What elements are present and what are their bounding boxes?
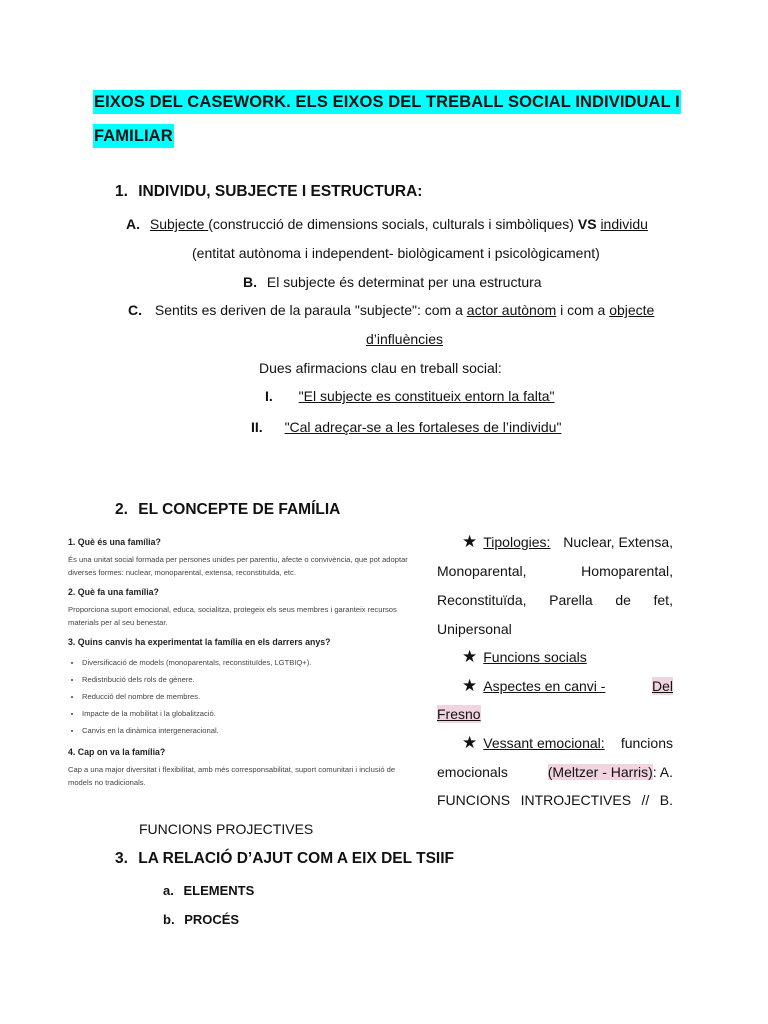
vessant-word: funcions [620, 735, 673, 751]
item-c-mid: i com a [560, 302, 606, 318]
claim-2-marker: II. [251, 419, 263, 435]
item-a-marker: A. [126, 216, 140, 232]
item-c-marker: C. [128, 302, 142, 318]
item-text: PROCÉS [184, 912, 240, 927]
term-objecte: objecte [609, 302, 655, 318]
section1-title: INDIVIDU, SUBJECTE I ESTRUCTURA: [138, 183, 423, 200]
bullet-tipologies [462, 533, 550, 551]
section3-number: 3. [115, 850, 128, 867]
list-item: • Canvis en la dinàmica intergeneracional. [82, 722, 408, 739]
document-title-line2: FAMILIAR [93, 124, 174, 148]
term-actor-autonom: actor autònom [466, 302, 557, 318]
item-b [243, 273, 542, 291]
vessant-word: : A. [652, 764, 673, 780]
qa-question-2: 2. Què fa una família? [68, 587, 159, 597]
section2-heading [115, 501, 340, 519]
claim-1-text: "El subjecte es constitueix entorn la falta" [298, 388, 555, 404]
star-icon: ★ [462, 676, 478, 695]
tipologies-word: Reconstituïda, [437, 592, 527, 608]
vs-label: VS [577, 216, 597, 232]
section2-number: 2. [115, 501, 128, 518]
tipologies-line3 [437, 591, 673, 609]
star-icon: ★ [462, 532, 478, 551]
item-marker: a. [163, 883, 174, 898]
section2-title: EL CONCEPTE DE FAMÍLIA [138, 501, 341, 518]
claim-2-text: "Cal adreçar-se a les fortaleses de l’individu" [284, 419, 562, 435]
vessant-word: // [641, 792, 650, 808]
section1-heading [115, 183, 422, 201]
list-item: • Redistribució dels rols de gènere. [82, 671, 408, 688]
item-c [128, 301, 654, 319]
section3-item-b [163, 911, 239, 929]
document-title-line1: EIXOS DEL CASEWORK. ELS EIXOS DEL TREBALL SOCIAL INDIVIDUAL I [93, 90, 681, 114]
tipologies-line2 [437, 562, 673, 580]
vessant-word: B. [659, 792, 673, 808]
item-b-text: El subjecte és determinat per una estructura [266, 274, 542, 290]
section1-number: 1. [115, 183, 128, 200]
tipologies-line1: Nuclear, Extensa, [563, 534, 673, 550]
claim-1 [265, 387, 555, 405]
item-marker: b. [163, 912, 175, 927]
family-qa-panel [68, 537, 408, 797]
vessant-line2 [437, 763, 673, 781]
aspectes-author-cont: Fresno [437, 706, 481, 722]
term-influencies: d’influències [366, 331, 444, 347]
section3-item-a [163, 882, 254, 900]
vessant-line3 [437, 791, 673, 809]
section3-heading [115, 850, 454, 868]
qa-answer-2: Proporciona suport emocional, educa, socialitza, protegeix els seus membres i garanteix recursos materials per al seu benestar. [68, 605, 397, 627]
list-item: • Impacte de la mobilitat i la globalització. [82, 705, 408, 722]
aspectes-author: Del [651, 678, 673, 694]
individu-description: (entitat autònoma i independent- biològicament i psicològicament) [192, 245, 600, 261]
section3-title: LA RELACIÓ D’AJUT COM A EIX DEL TSIIF [138, 850, 455, 867]
list-item: • Reducció del nombre de membres. [82, 688, 408, 705]
qa-answer-3-list [68, 654, 408, 739]
star-icon: ★ [462, 733, 478, 752]
qa-question-3: 3. Quins canvis ha experimentat la família en els darrers anys? [68, 637, 331, 647]
bullet-aspectes [462, 677, 673, 695]
subjecte-description: (construcció de dimensions socials, culturals i simbòliques) [208, 216, 574, 232]
item-c-text: Sentits es deriven de la paraula "subjecte": com a [154, 302, 463, 318]
bullet-vessant [462, 734, 673, 752]
tipologies-word: Parella [549, 592, 593, 608]
vessant-word: INTROJECTIVES [520, 792, 632, 808]
tipologies-label: Tipologies: [483, 534, 551, 550]
star-icon: ★ [462, 647, 478, 666]
qa-question-4: 4. Cap on va la família? [68, 747, 166, 757]
funcions-socials: Funcions socials [483, 649, 587, 665]
item-b-marker: B. [243, 274, 257, 290]
tipologies-word: fet, [653, 592, 673, 608]
item-text: ELEMENTS [183, 883, 255, 898]
claim-2 [251, 418, 561, 436]
list-item: • Diversificació de models (monoparentals, reconstituïdes, LGTBIQ+). [82, 654, 408, 671]
vessant-word: emocionals [437, 764, 508, 780]
aspectes-label: Aspectes en canvi - [483, 678, 606, 694]
claims-intro: Dues afirmacions clau en treball social: [259, 360, 502, 376]
vessant-author: (Meltzer - Harris) [547, 764, 653, 780]
vessant-word: FUNCIONS [437, 792, 511, 808]
vessant-label: Vessant emocional: [483, 735, 605, 751]
tipologies-line4: Unipersonal [437, 621, 512, 637]
term-individu: individu [600, 216, 648, 232]
term-subjecte: Subjecte [149, 216, 209, 232]
qa-answer-4: Cap a una major diversitat i flexibilitat, amb més corresponsabilitat, suport comunitari i inclusió de models no tradicionals. [68, 765, 396, 787]
claim-1-marker: I. [265, 388, 273, 404]
tipologies-word: Homoparental, [581, 563, 673, 579]
vessant-line4: FUNCIONS PROJECTIVES [139, 821, 314, 837]
qa-answer-1: És una unitat social formada per persones unides per parentiu, afecte o convivència, que pot adoptar diverses formes: nuclear, monoparental, extensa, reconstituïda, etc. [68, 555, 408, 577]
tipologies-word: de [615, 592, 631, 608]
tipologies-word: Monoparental, [437, 563, 527, 579]
bullet-funcions [462, 648, 587, 666]
item-a [126, 215, 648, 233]
qa-question-1: 1. Què és una família? [68, 537, 161, 547]
